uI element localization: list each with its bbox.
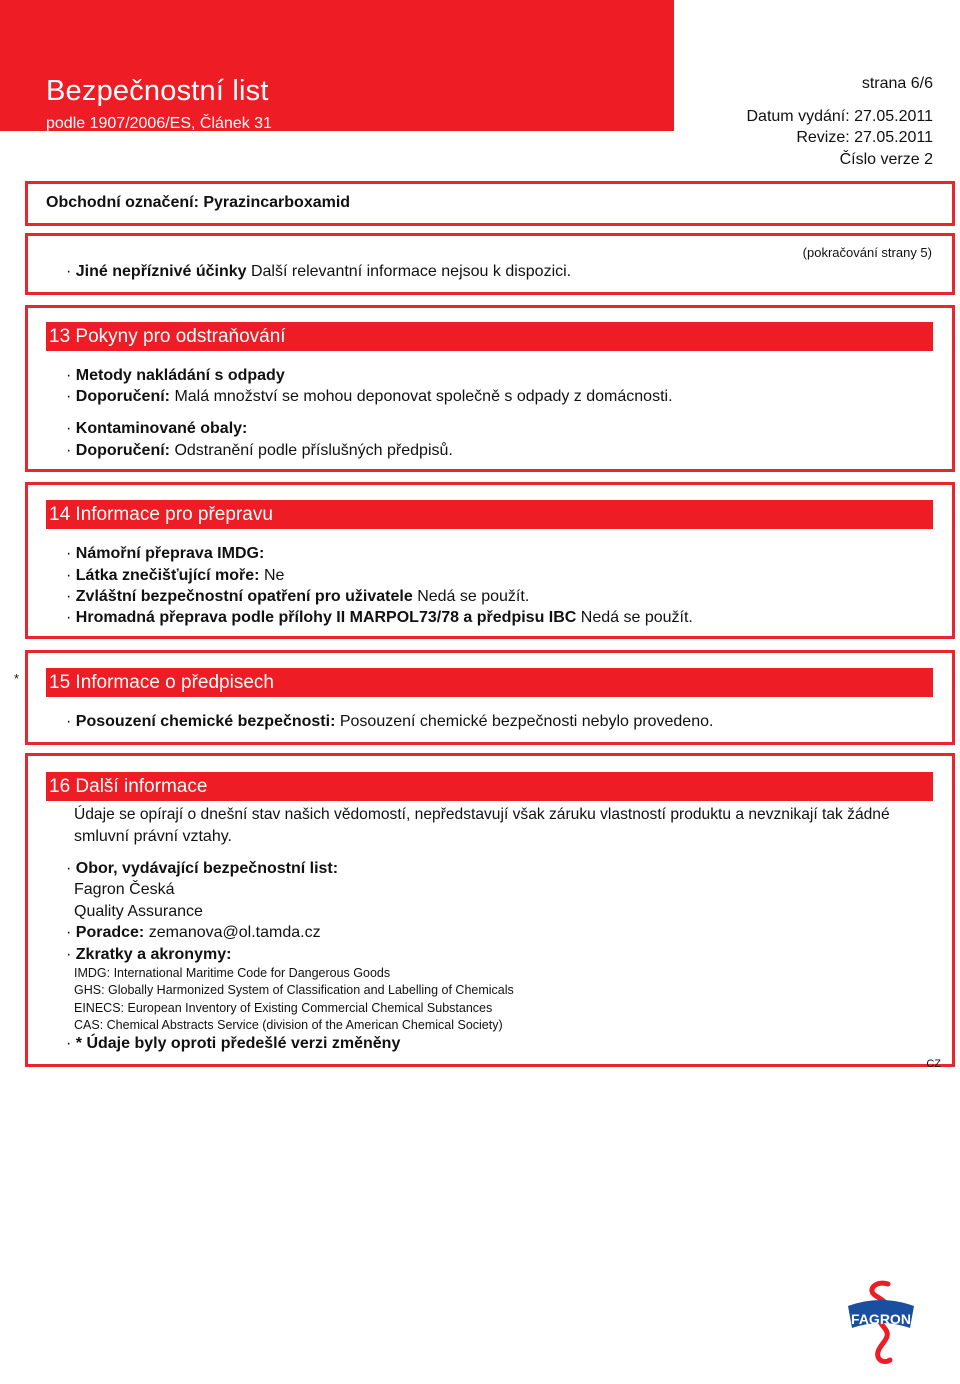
issuer-label: Obor, vydávající bezpečnostní list: xyxy=(75,860,339,877)
marine-pollutant-label: Látka znečišťující moře: xyxy=(75,567,260,584)
marine-pollutant-value: Ne xyxy=(263,567,285,584)
abbreviation-item: EINECS: European Inventory of Existing Commercial Chemical Substances xyxy=(74,1001,493,1015)
disclaimer-line-1: Údaje se opírají o dnešní stav našich vědomostí, nepředstavují však záruku vlastností produktu a nevznikají tak žádné xyxy=(74,806,890,823)
bulk-transport-line: · Hromadná přeprava podle přílohy II MARPOL73/78 a předpisu IBC Nedá se použít. xyxy=(66,609,693,626)
issuer-department: Quality Assurance xyxy=(74,903,203,920)
recommendation-1-label: Doporučení: xyxy=(75,388,170,405)
chemical-safety-label: Posouzení chemické bezpečnosti: xyxy=(75,713,336,730)
version-number: Číslo verze 2 xyxy=(839,151,933,168)
chemical-safety-line: · Posouzení chemické bezpečnosti: Posouzení chemické bezpečnosti nebylo provedeno. xyxy=(66,713,714,730)
disclaimer-line-2: smluvní právní vztahy. xyxy=(74,828,232,845)
section-16-title: 16 Další informace xyxy=(46,772,933,801)
abbreviation-item: GHS: Globally Harmonized System of Classification and Labelling of Chemicals xyxy=(74,983,514,997)
changed-data-line: · * Údaje byly oproti předešlé verzi změněny xyxy=(66,1035,401,1052)
abbreviation-item: IMDG: International Maritime Code for Dangerous Goods xyxy=(74,966,391,980)
contaminated-packaging-line: · Kontaminované obaly: xyxy=(66,420,248,437)
changed-data-label: * Údaje byly oproti předešlé verzi změněny xyxy=(75,1035,401,1052)
special-precautions-line: · Zvláštní bezpečnostní opatření pro uživatele Nedá se použít. xyxy=(66,588,530,605)
abbreviations-line: · Zkratky a akronymy: xyxy=(66,946,232,963)
document-subtitle: podle 1907/2006/ES, Článek 31 xyxy=(46,115,272,132)
other-effects-line: · Jiné nepříznivé účinky Další relevantní informace nejsou k dispozici. xyxy=(66,263,572,280)
contact-label: Poradce: xyxy=(75,924,145,941)
continuation-note: (pokračování strany 5) xyxy=(802,245,932,260)
revision-date: Revize: 27.05.2011 xyxy=(796,129,933,146)
fagron-serpent-logo-icon xyxy=(836,1278,926,1368)
section-14-title: 14 Informace pro přepravu xyxy=(46,500,933,529)
fagron-logo xyxy=(836,1278,926,1368)
special-precautions-value: Nedá se použít. xyxy=(417,588,530,605)
disposal-methods-line: · Metody nakládání s odpady xyxy=(66,367,285,384)
issue-date: Datum vydání: 27.05.2011 xyxy=(746,108,933,125)
other-effects-label: Jiné nepříznivé účinky xyxy=(75,263,247,280)
disposal-methods-label: Metody nakládání s odpady xyxy=(75,367,285,384)
header-banner xyxy=(0,0,674,131)
chemical-safety-text: Posouzení chemické bezpečnosti nebylo provedeno. xyxy=(339,713,714,730)
special-precautions-label: Zvláštní bezpečnostní opatření pro uživatele xyxy=(75,588,413,605)
recommendation-2-label: Doporučení: xyxy=(75,442,170,459)
section-15-title: 15 Informace o předpisech xyxy=(46,668,933,697)
contaminated-packaging-label: Kontaminované obaly: xyxy=(75,420,248,437)
issuer-name: Fagron Česká xyxy=(74,881,175,898)
recommendation-1-line: · Doporučení: Malá množství se mohou deponovat společně s odpady z domácnosti. xyxy=(66,388,673,405)
bulk-transport-value: Nedá se použít. xyxy=(580,609,693,626)
abbreviation-item: CAS: Chemical Abstracts Service (division of the American Chemical Society) xyxy=(74,1018,503,1032)
issuer-line: · Obor, vydávající bezpečnostní list: xyxy=(66,860,339,877)
contact-line: · Poradce: zemanova@ol.tamda.cz xyxy=(66,924,321,941)
bulk-transport-label: Hromadná přeprava podle přílohy II MARPOL73/78 a předpisu IBC xyxy=(75,609,577,626)
recommendation-1-text: Malá množství se mohou deponovat společně s odpady z domácnosti. xyxy=(174,388,673,405)
imdg-label: Námořní přeprava IMDG: xyxy=(75,545,265,562)
marine-pollutant-line: · Látka znečišťující moře: Ne xyxy=(66,567,285,584)
page-number: strana 6/6 xyxy=(861,75,933,92)
other-effects-text: Další relevantní informace nejsou k dispozici. xyxy=(250,263,572,280)
document-title: Bezpečnostní list xyxy=(46,75,269,107)
recommendation-2-text: Odstranění podle příslušných předpisů. xyxy=(174,442,453,459)
imdg-line: · Námořní přeprava IMDG: xyxy=(66,545,265,562)
recommendation-2-line: · Doporučení: Odstranění podle příslušných předpisů. xyxy=(66,442,453,459)
abbreviations-label: Zkratky a akronymy: xyxy=(75,946,232,963)
product-name: Obchodní označení: Pyrazincarboxamid xyxy=(46,194,351,211)
contact-email[interactable]: zemanova@ol.tamda.cz xyxy=(148,924,321,941)
change-marker: * xyxy=(14,671,20,686)
logo-wordmark: FAGRON xyxy=(851,1311,911,1327)
language-code: CZ xyxy=(926,1058,941,1070)
section-13-title: 13 Pokyny pro odstraňování xyxy=(46,322,933,351)
